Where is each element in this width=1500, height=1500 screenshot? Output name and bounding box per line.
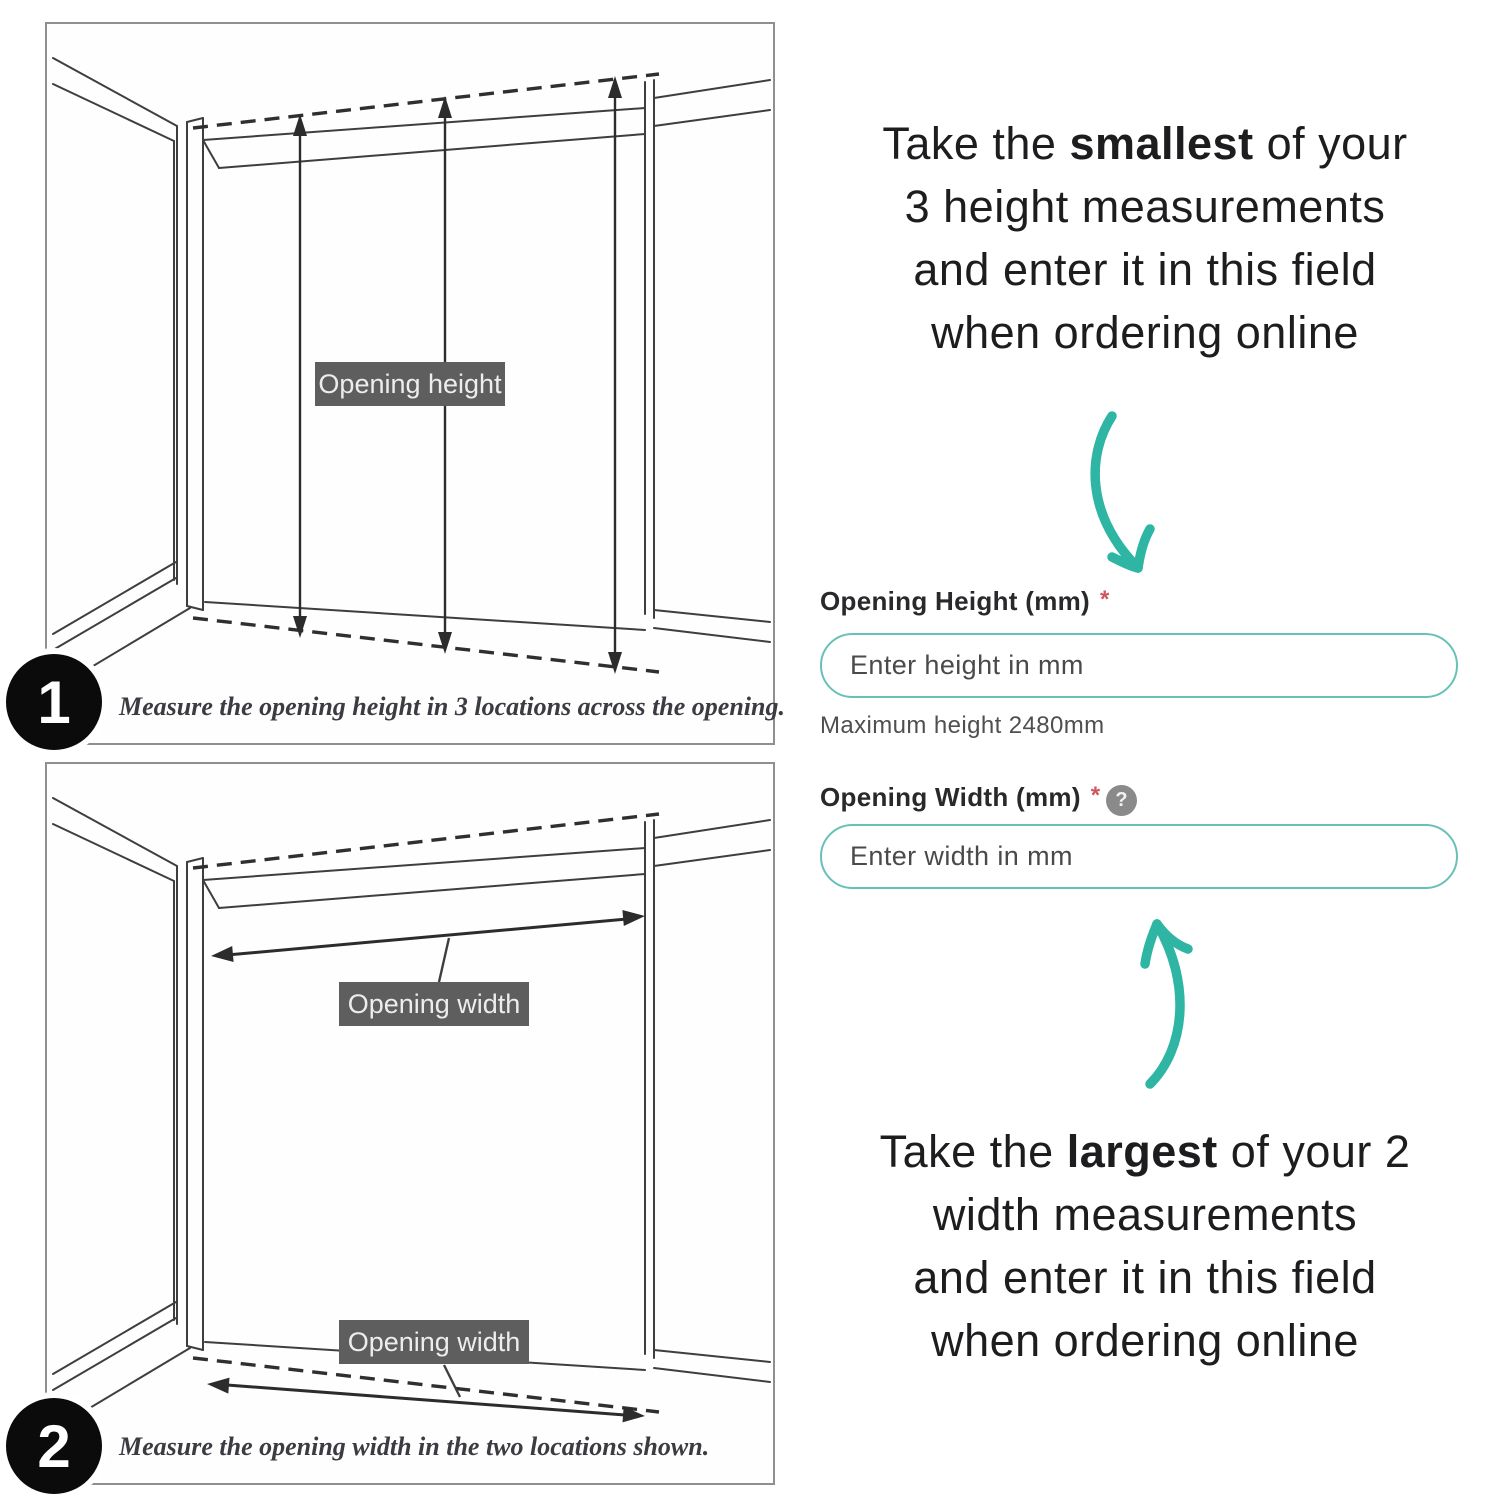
step-2-caption: Measure the opening width in the two locations shown. xyxy=(119,1432,710,1461)
step-2-badge: 2 xyxy=(0,1392,108,1500)
opening-height-input[interactable] xyxy=(820,633,1458,698)
curved-arrow-down-icon xyxy=(1080,408,1190,588)
width-measurement-arrow-top xyxy=(211,910,645,962)
diagram-1-panel xyxy=(45,22,785,745)
required-asterisk: * xyxy=(1090,782,1101,809)
opening-width-field-label xyxy=(820,782,1100,813)
field-label-text: Opening Height (mm) xyxy=(820,586,1091,616)
field-label-text: Opening Width (mm) xyxy=(820,782,1081,812)
help-question-icon[interactable]: ? xyxy=(1106,785,1137,816)
opening-height-field-label xyxy=(820,586,1110,617)
instruction-top-text xyxy=(790,112,1500,364)
svg-text:Opening height: Opening height xyxy=(318,369,502,399)
instruction-line: Take the largest of your 2 xyxy=(879,1126,1411,1177)
step-1-caption: Measure the opening height in 3 locations across the opening. xyxy=(119,692,785,721)
label-leader-line-top xyxy=(439,938,449,982)
opening-width-label-top xyxy=(339,982,529,1026)
width-measurement-arrow-bottom xyxy=(207,1378,645,1423)
svg-text:Opening width: Opening width xyxy=(347,1327,521,1357)
diagram-2-panel xyxy=(45,762,775,1485)
alcove-width-illustration xyxy=(47,764,777,1487)
opening-height-label xyxy=(315,362,505,406)
instruction-line: when ordering online xyxy=(931,307,1359,358)
instruction-line: and enter it in this field xyxy=(913,1252,1377,1303)
instruction-line: Take the smallest of your xyxy=(882,118,1408,169)
step-1-badge: 1 xyxy=(0,648,108,756)
instruction-bottom-text xyxy=(790,1120,1500,1372)
instruction-line: 3 height measurements xyxy=(904,181,1386,232)
label-leader-line-bottom xyxy=(444,1365,460,1397)
svg-text:Opening width: Opening width xyxy=(347,989,521,1019)
alcove-height-illustration xyxy=(47,24,785,747)
height-helper-text: Maximum height 2480mm xyxy=(820,712,1105,739)
ceiling-dashed-line xyxy=(193,74,659,128)
required-asterisk: * xyxy=(1100,586,1110,613)
ceiling-dashed-line xyxy=(193,814,659,868)
instruction-line: and enter it in this field xyxy=(913,244,1377,295)
curved-arrow-up-icon xyxy=(1130,912,1240,1102)
opening-width-label-bottom xyxy=(339,1320,529,1364)
instruction-line: width measurements xyxy=(932,1189,1358,1240)
instruction-line: when ordering online xyxy=(931,1315,1359,1366)
opening-width-input[interactable] xyxy=(820,824,1458,889)
